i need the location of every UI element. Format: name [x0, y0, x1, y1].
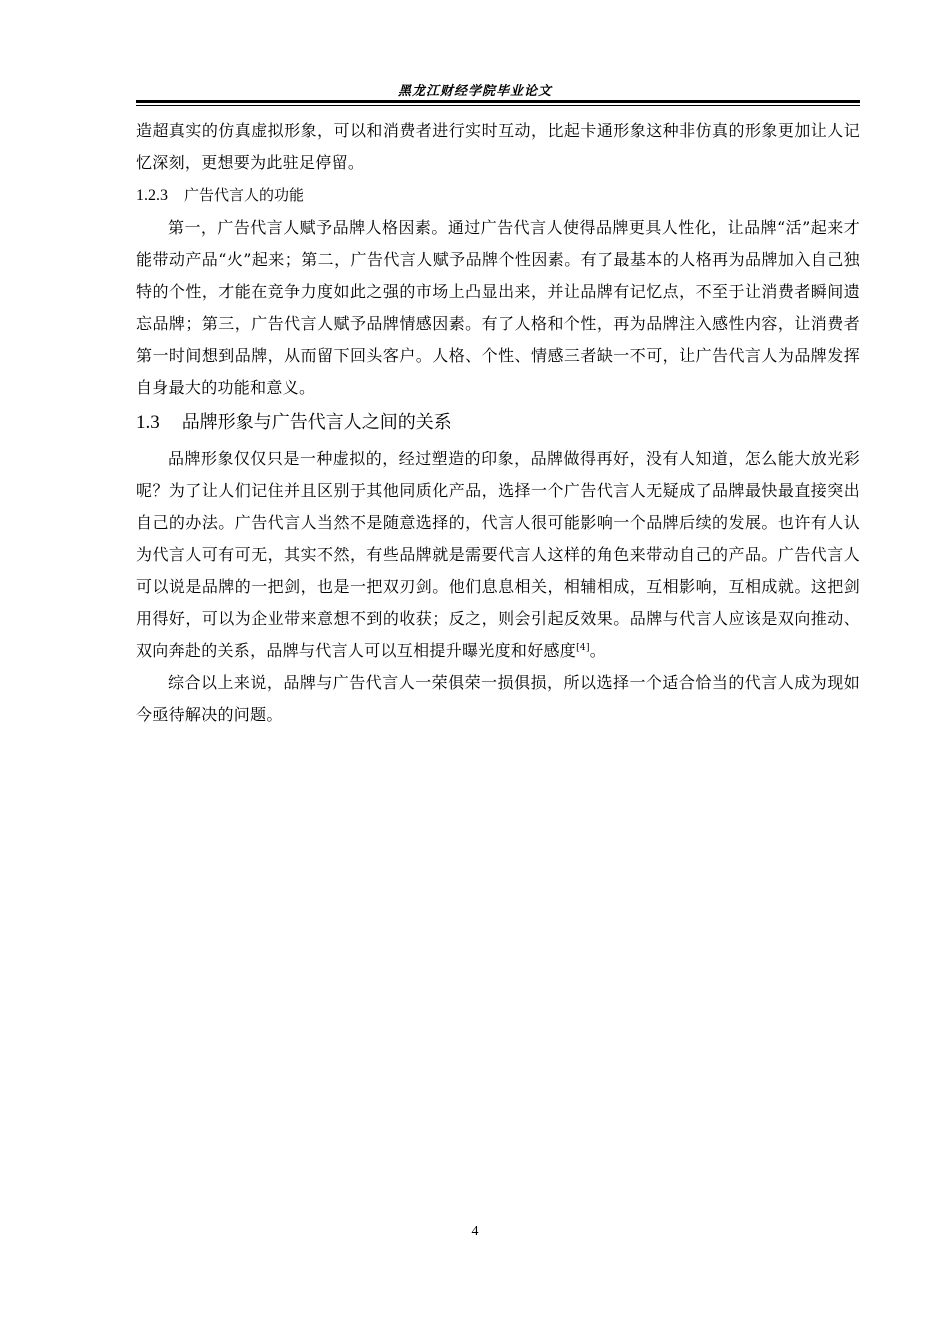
section-number: 1.2.3: [136, 187, 168, 204]
section-number: 1.3: [136, 412, 160, 433]
paragraph-continued: 造超真实的仿真虚拟形象，可以和消费者进行实时互动，比起卡通形象这种非仿真的形象更加让人记忆深刻，更想要为此驻足停留。: [136, 121, 860, 172]
paragraph-functions: 第一，广告代言人赋予品牌人格因素。通过广告代言人使得品牌更具人性化，让品牌“活”起来才能带动产品“火”起来；第二，广告代言人赋予品牌个性因素。有了最基本的人格再为品牌加入自己独特的个性，才能在竞争力度如此之强的市场上凸显出来，并让品牌有记忆点，不至于让消费者瞬间遗忘品牌；第三，广告代言人赋予品牌情感因素。有了人格和个性，再为品牌注入感性内容，让消费者第一时间想到品牌，从而留下回头客户。人格、个性、情感三者缺一不可，让广告代言人为品牌发挥自身最大的功能和意义。: [136, 218, 860, 397]
paragraph-relation-end: 。: [589, 641, 607, 660]
header-title: 黑龙江财经学院毕业论文: [397, 84, 552, 99]
header-rule-thin: [136, 105, 860, 106]
citation-reference[interactable]: [4]: [576, 643, 590, 653]
section-title: 广告代言人的功能: [184, 186, 305, 204]
paragraph-relation-text: 品牌形象仅仅只是一种虚拟的，经过塑造的印象，品牌做得再好，没有人知道，怎么能大放光彩呢？为了让人们记住并且区别于其他同质化产品，选择一个广告代言人无疑成了品牌最快最直接突出自己的办法。广告代言人当然不是随意选择的，代言人很可能影响一个品牌后续的发展。也许有人认为代言人可有可无，其实不然，有些品牌就是需要代言人这样的角色来带动自己的产品。广告代言人可以说是品牌的一把剑，也是一把双刃剑。他们息息相关，相辅相成，互相影响，互相成就。这把剑用得好，可以为企业带来意想不到的收获；反之，则会引起反效果。品牌与代言人应该是双向推动、双向奔赴的关系，品牌与代言人可以互相提升曝光度和好感度: [136, 449, 860, 660]
section-heading-1-2-3: [136, 179, 860, 212]
paragraph-relation: [136, 443, 860, 667]
header-rule: [136, 100, 860, 103]
page-number: 4: [471, 1224, 479, 1239]
section-heading-1-3: [136, 406, 860, 439]
section-title: 品牌形象与广告代言人之间的关系: [181, 412, 452, 433]
page-body: [136, 115, 860, 731]
paragraph-summary: 综合以上来说，品牌与广告代言人一荣俱荣一损俱损，所以选择一个适合恰当的代言人成为现如今亟待解决的问题。: [136, 673, 860, 724]
